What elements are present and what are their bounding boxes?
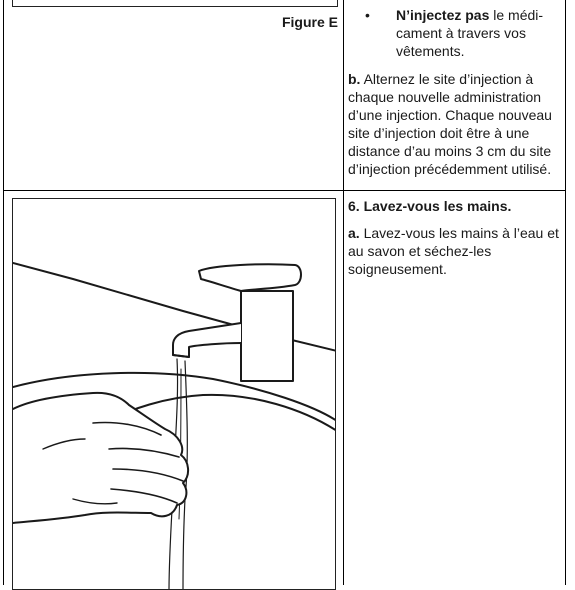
faucet-handle xyxy=(199,264,301,291)
step-a-text: Lavez-vous les mains à l’eau et au savon et séchez-les soigneusement. xyxy=(348,225,559,277)
handwashing-illustration xyxy=(13,199,336,590)
faucet-spout xyxy=(173,323,241,357)
faucet-body xyxy=(241,291,293,381)
step-b-paragraph xyxy=(348,70,566,178)
previous-figure-frame xyxy=(12,0,338,7)
figure-caption: Figure E xyxy=(281,14,338,30)
row-divider xyxy=(3,190,566,191)
bullet-icon: • xyxy=(365,7,370,23)
bullet-text xyxy=(396,6,564,60)
step-a-label: a. xyxy=(348,225,360,241)
column-divider xyxy=(343,0,344,585)
step-6-heading-text: 6. Lavez-vous les mains. xyxy=(348,198,512,214)
step-a-paragraph xyxy=(348,224,566,278)
step-b-text: Alternez le site d’injection à chaque nouvelle administration d’une injection. Chaque nouveau site d’injection doit être à une distance d’au moins 3 cm du site d’injection précédemment utilisé. xyxy=(348,71,552,177)
bullet-bold-text: N’injectez pas xyxy=(396,7,490,23)
handwashing-figure xyxy=(12,198,336,590)
bullet-rest-text: le médi-cament à travers vos vêtements. xyxy=(396,7,544,59)
step-6-heading xyxy=(348,197,566,215)
step-b-label: b. xyxy=(348,71,361,87)
table-left-border xyxy=(3,0,4,585)
